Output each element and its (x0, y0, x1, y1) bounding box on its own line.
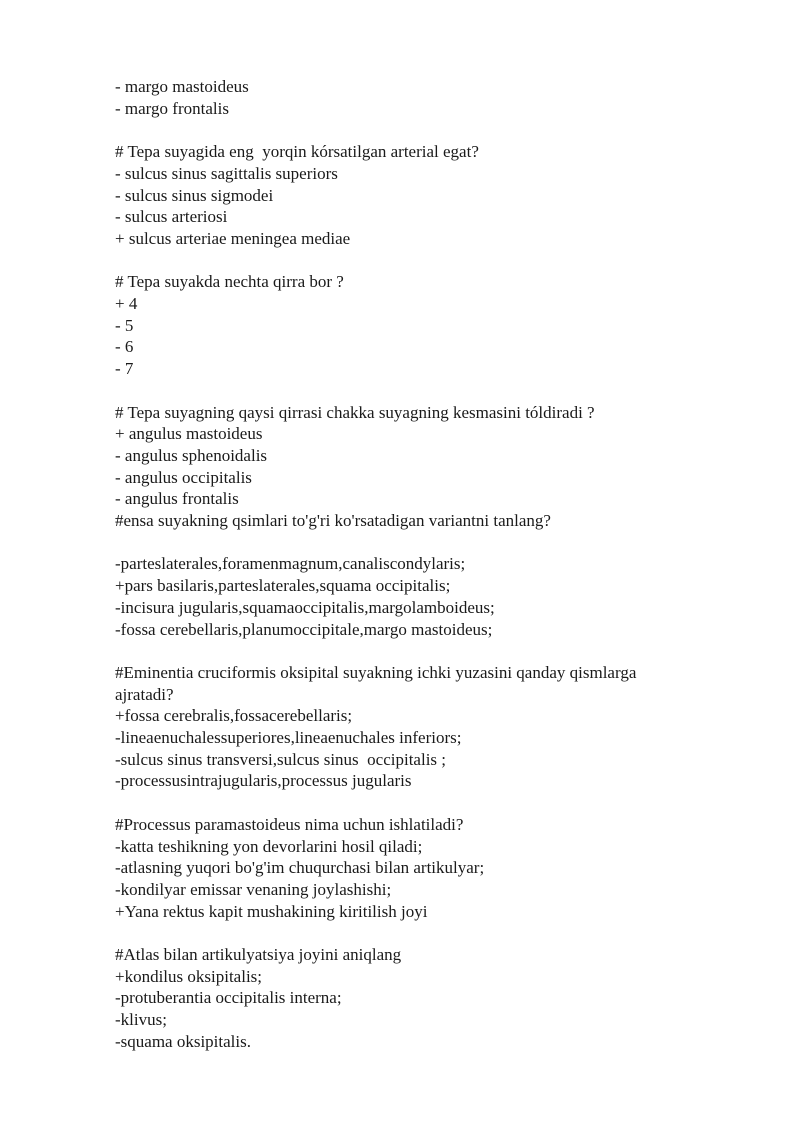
question-block-5 (115, 662, 745, 792)
answer-option: - angulus occipitalis (115, 467, 252, 487)
answer-option: -squama oksipitalis. (115, 1031, 251, 1051)
answer-option: -parteslaterales,foramenmagnum,canaliscondylaris; (115, 554, 466, 574)
blank-line (115, 250, 745, 272)
document-page (115, 76, 745, 1053)
question-text: # Tepa suyakda nechta qirra bor ? (115, 272, 344, 292)
question-text: # Tepa suyagning qaysi qirrasi chakka suyagning kesmasini tóldiradi ? (115, 402, 595, 422)
blank-line (115, 380, 745, 402)
question-block-1 (115, 141, 745, 250)
question-text: #ensa suyakning qsimlari to'g'ri ko'rsatadigan variantni tanlang? (115, 511, 551, 531)
blank-line (115, 640, 745, 662)
answer-option: -protuberantia occipitalis interna; (115, 988, 342, 1008)
answer-option: - angulus frontalis (115, 489, 239, 509)
answer-option: + sulcus arteriae meningea mediae (115, 228, 351, 248)
answer-option: -lineaenuchalessuperiores,lineaenuchales inferiors; (115, 728, 462, 748)
answer-option: +Yana rektus kapit mushakining kiritilish joyi (115, 901, 428, 921)
answer-option: -sulcus sinus transversi,sulcus sinus occipitalis ; (115, 749, 447, 769)
question-block-3 (115, 402, 745, 511)
text-line: - margo frontalis (115, 98, 229, 118)
answer-option: + angulus mastoideus (115, 424, 263, 444)
answer-option: -klivus; (115, 1010, 167, 1030)
question-text: #Eminentia cruciformis oksipital suyakning ichki yuzasini qanday qismlarga (115, 662, 637, 682)
question-block-6 (115, 814, 745, 923)
question-text: # Tepa suyagida eng yorqin kórsatilgan arterial egat? (115, 142, 479, 162)
answer-option: - sulcus sinus sagittalis superiors (115, 163, 338, 183)
question-block-2 (115, 271, 745, 380)
answer-option: + 4 (115, 294, 138, 313)
answer-option: +pars basilaris,parteslaterales,squama occipitalis; (115, 576, 451, 596)
question-text-continued: ajratadi? (115, 684, 174, 704)
blank-line (115, 119, 745, 141)
answer-option: -katta teshikning yon devorlarini hosil qiladi; (115, 836, 423, 856)
answer-option: +fossa cerebralis,fossacerebellaris; (115, 706, 353, 726)
blank-line (115, 532, 745, 554)
answer-option: - 5 (115, 315, 134, 335)
question-block-7 (115, 944, 745, 1053)
answer-option: -incisura jugularis,squamaoccipitalis,margolamboideus; (115, 597, 495, 617)
question-block-4 (115, 510, 745, 640)
answer-option: -atlasning yuqori bo'g'im chuqurchasi bilan artikulyar; (115, 858, 485, 878)
answer-option: +kondilus oksipitalis; (115, 966, 263, 986)
answer-option: - 7 (115, 359, 134, 379)
question-text: #Processus paramastoideus nima uchun ishlatiladi? (115, 814, 464, 834)
answer-option: -fossa cerebellaris,planumoccipitale,margo mastoideus; (115, 619, 493, 639)
answer-option: - sulcus arteriosi (115, 207, 228, 227)
answer-option: - sulcus sinus sigmodei (115, 185, 274, 205)
blank-line (115, 792, 745, 814)
answer-option: -processusintrajugularis,processus jugularis (115, 771, 412, 791)
answer-option: - angulus sphenoidalis (115, 445, 268, 465)
blank-line (115, 922, 745, 944)
question-text: #Atlas bilan artikulyatsiya joyini aniqlang (115, 945, 402, 965)
answer-option: - 6 (115, 337, 134, 357)
text-line: - margo mastoideus (115, 77, 249, 96)
answer-option: -kondilyar emissar venaning joylashishi; (115, 879, 392, 899)
